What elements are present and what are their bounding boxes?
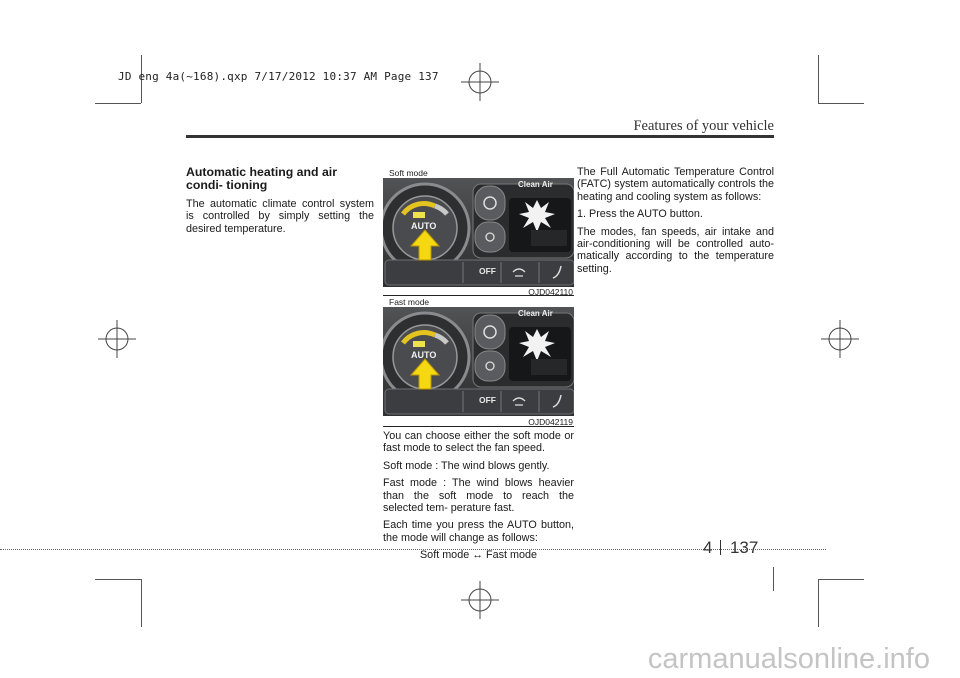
- climate-control-figure-soft: [383, 178, 574, 287]
- middle-column: [383, 430, 574, 562]
- crop-mark: [95, 579, 141, 580]
- clean-air-label: Clean Air: [518, 180, 553, 189]
- watermark-text: carmanualsonline.info: [647, 643, 930, 675]
- crop-mark: [818, 55, 819, 103]
- off-button-label: OFF: [479, 395, 496, 405]
- crop-mark: [818, 579, 819, 627]
- auto-button-label: AUTO: [411, 221, 437, 231]
- right-column: [577, 166, 774, 280]
- left-column: [186, 166, 374, 240]
- fast-mode-paragraph: Fast mode : The wind blows heavier than the soft mode to reach the selected tem- perature fast.: [383, 477, 574, 515]
- clean-air-label: Clean Air: [518, 309, 553, 318]
- section-title: Features of your vehicle: [633, 118, 774, 134]
- watermark: [0, 643, 960, 676]
- registration-mark-icon: [821, 320, 859, 358]
- crop-mark: [141, 579, 142, 627]
- page-number-value: 137: [729, 538, 759, 557]
- auto-button-label: AUTO: [411, 350, 437, 360]
- page-number: [703, 538, 758, 558]
- off-button-label: OFF: [479, 266, 496, 276]
- section-heading: Automatic heating and air condi- tioning: [186, 165, 337, 192]
- auto-button-paragraph: Each time you press the AUTO button, the mode will change as follows:: [383, 519, 574, 544]
- crop-mark: [818, 103, 864, 104]
- header-rule: [186, 135, 774, 138]
- intro-paragraph: The automatic climate control system is controlled by simply setting the desired temperature.: [186, 198, 374, 235]
- climate-control-figure-fast: [383, 307, 574, 416]
- registration-mark-icon: [461, 63, 499, 101]
- mode-sequence: Soft mode ↔ Fast mode: [419, 549, 537, 562]
- figure-caption: Soft mode: [389, 168, 428, 178]
- page-number-divider: [720, 540, 721, 555]
- crop-mark: [773, 567, 774, 591]
- registration-mark-icon: [98, 320, 136, 358]
- step-1: 1. Press the AUTO button.: [577, 208, 703, 221]
- chapter-number: 4: [703, 538, 713, 557]
- crop-mark: [818, 579, 864, 580]
- registration-mark-icon: [461, 581, 499, 619]
- fatc-paragraph: The Full Automatic Temperature Control (FATC) system automatically controls the heating and cooling system as follows:: [577, 166, 774, 203]
- figure-code: OJD042119: [528, 417, 573, 427]
- figure-code: OJD042110: [528, 287, 573, 297]
- auto-control-paragraph: The modes, fan speeds, air intake and air-conditioning will be controlled auto- matically according to the temperature setting.: [577, 225, 774, 275]
- figure-caption: Fast mode: [389, 297, 430, 307]
- soft-mode-paragraph: Soft mode : The wind blows gently.: [383, 459, 550, 472]
- mode-paragraph: You can choose either the soft mode or fast mode to select the fan speed.: [383, 430, 574, 455]
- print-slug: JD eng 4a(~168).qxp 7/17/2012 10:37 AM Page 137: [118, 70, 439, 83]
- crop-mark: [95, 103, 141, 104]
